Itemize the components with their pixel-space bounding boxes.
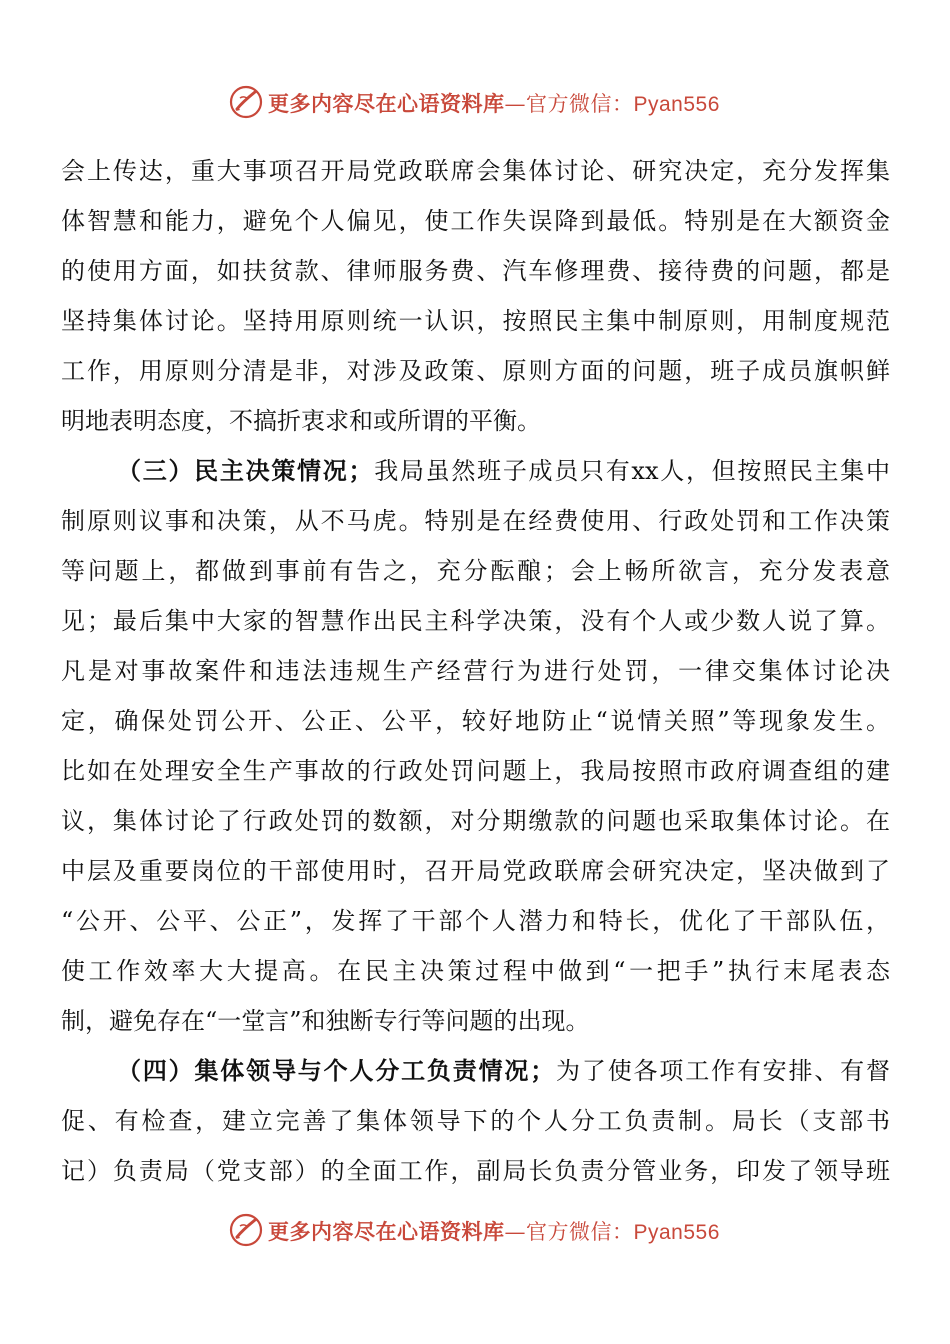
text-line: 议，集体讨论了行政处罚的数额，对分期缴款的问题也采取集体讨论。在	[61, 807, 890, 835]
text-line: 的使用方面，如扶贫款、律师服务费、汽车修理费、接待费的问题，都是	[61, 257, 890, 285]
text-line: 等问题上，都做到事前有告之，充分酝酿；会上畅所欲言，充分发表意	[61, 557, 890, 585]
text-line: 促、有检查，建立完善了集体领导下的个人分工负责制。局长（支部书	[61, 1107, 890, 1135]
section-heading: （四）集体领导与个人分工负责情况；	[117, 1056, 555, 1085]
text-line: 坚持集体讨论。坚持用原则统一认识，按照民主集中制原则，用制度规范	[61, 307, 890, 335]
text-line: 使工作效率大大提高。在民主决策过程中做到“一把手”执行末尾表态	[61, 957, 890, 985]
text-line: 定，确保处罚公开、公正、公平，较好地防止“说情关照”等现象发生。	[61, 707, 890, 735]
document-body	[61, 146, 890, 1196]
pen-logo-icon	[228, 84, 264, 120]
text-line: 中层及重要岗位的干部使用时，召开局党政联席会研究决定，坚决做到了	[61, 857, 890, 885]
paragraph	[61, 446, 890, 1046]
header-text: 更多内容尽在心语资料库—官方微信：Pyan556	[268, 91, 720, 116]
text-line: 见；最后集中大家的智慧作出民主科学决策，没有个人或少数人说了算。	[61, 607, 890, 635]
text-line: 体智慧和能力，避免个人偏见，使工作失误降到最低。特别是在大额资金	[61, 207, 890, 235]
text-line: （三）民主决策情况；我局虽然班子成员只有xx人，但按照民主集中	[117, 456, 890, 485]
section-heading: （三）民主决策情况；	[117, 456, 373, 485]
text-line: 工作，用原则分清是非，对涉及政策、原则方面的问题，班子成员旗帜鲜	[61, 357, 890, 385]
paragraph	[61, 146, 890, 446]
text-line: （四）集体领导与个人分工负责情况；为了使各项工作有安排、有督	[117, 1056, 890, 1085]
header-watermark	[0, 80, 950, 124]
text-line: 明地表明态度，不搞折衷求和或所谓的平衡。	[61, 407, 541, 435]
footer-text: 更多内容尽在心语资料库—官方微信：Pyan556	[268, 1219, 720, 1244]
text-line: 比如在处理安全生产事故的行政处罚问题上，我局按照市政府调查组的建	[61, 757, 890, 785]
text-line: 制，避免存在“一堂言”和独断专行等问题的出现。	[61, 1007, 590, 1035]
pen-logo-icon	[228, 1212, 264, 1248]
text-line: 凡是对事故案件和违法违规生产经营行为进行处罚，一律交集体讨论决	[61, 657, 890, 685]
text-line: 会上传达，重大事项召开局党政联席会集体讨论、研究决定，充分发挥集	[61, 157, 890, 185]
paragraph	[61, 1046, 890, 1196]
text-line: “公开、公平、公正”，发挥了干部个人潜力和特长，优化了干部队伍，	[61, 907, 890, 935]
footer-watermark	[0, 1208, 950, 1252]
text-line: 记）负责局（党支部）的全面工作，副局长负责分管业务，印发了领导班	[61, 1157, 890, 1185]
text-line: 制原则议事和决策，从不马虎。特别是在经费使用、行政处罚和工作决策	[61, 507, 890, 535]
